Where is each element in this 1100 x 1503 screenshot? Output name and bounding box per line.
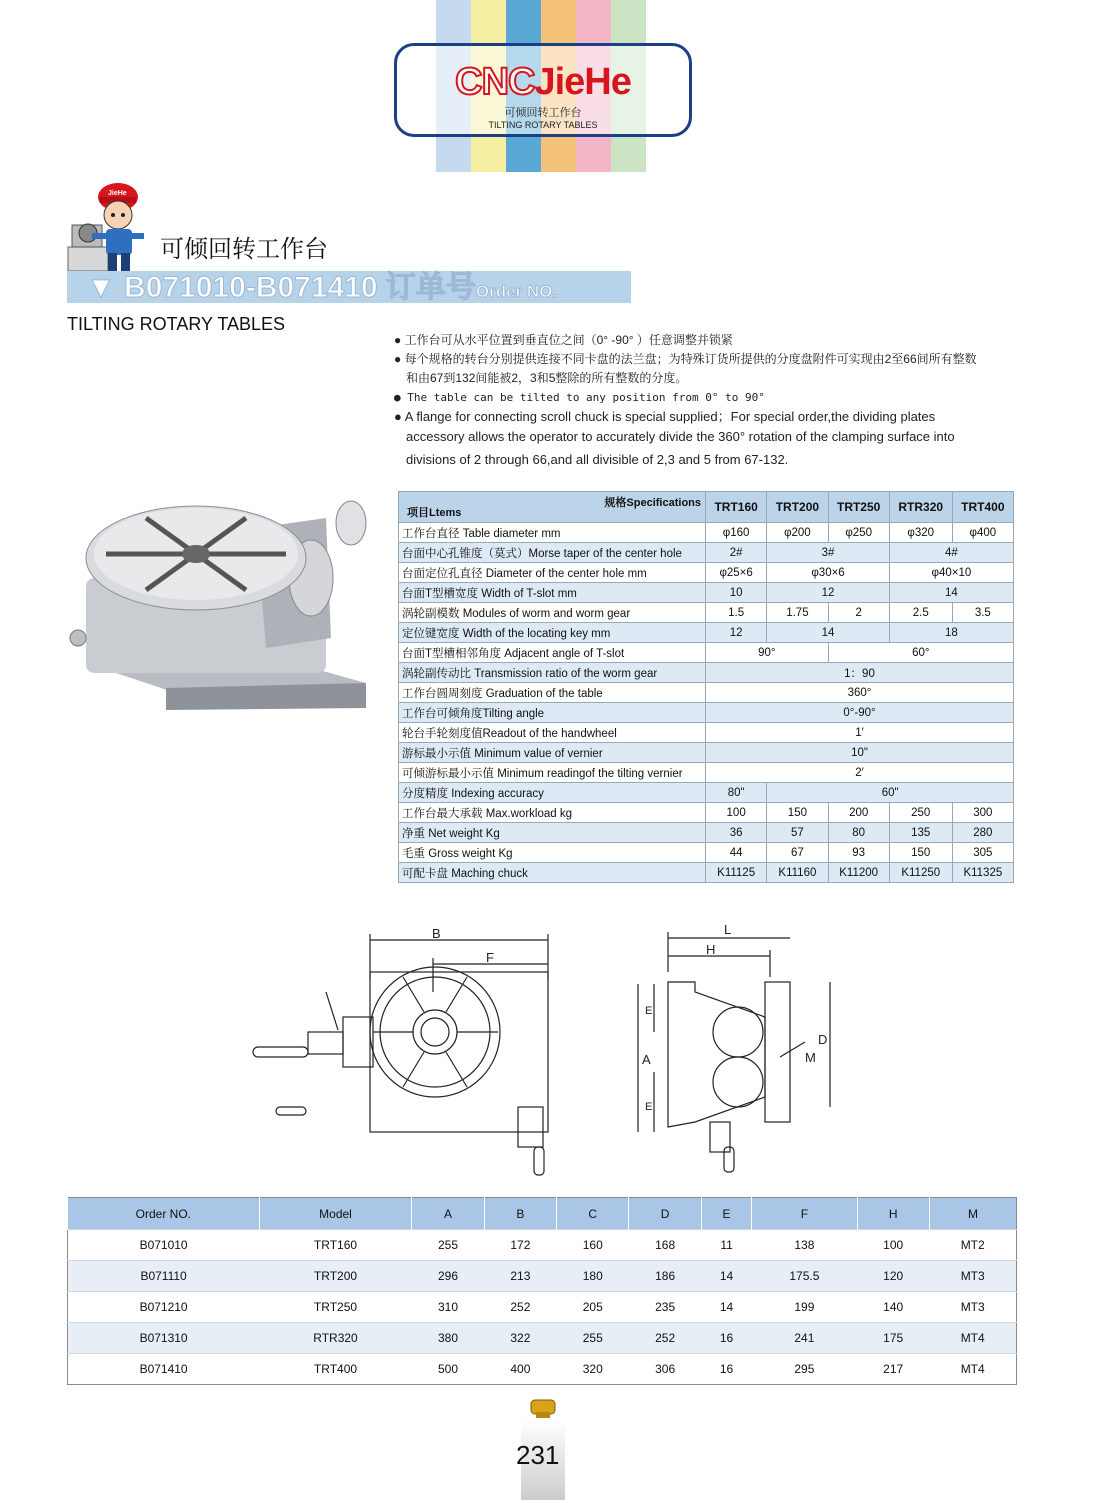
dims-cell: RTR320: [259, 1323, 412, 1354]
table-row: [68, 1292, 1017, 1323]
spec-value: 80: [828, 823, 889, 843]
spec-row: [399, 743, 1014, 763]
table-row: [68, 1230, 1017, 1261]
dims-cell: 14: [701, 1261, 751, 1292]
spec-value: 150: [767, 803, 828, 823]
dims-cell: TRT160: [259, 1230, 412, 1261]
spec-row: [399, 863, 1014, 883]
dims-cell: 252: [629, 1323, 701, 1354]
table-row: [68, 1261, 1017, 1292]
spec-label: 游标最小示值 Minimum value of vernier: [399, 743, 706, 763]
dims-cell: 296: [412, 1261, 484, 1292]
spec-row: [399, 723, 1014, 743]
dims-cell: 306: [629, 1354, 701, 1385]
dims-cell: MT4: [929, 1323, 1016, 1354]
spec-label: 定位键宽度 Width of the locating key mm: [399, 623, 706, 643]
dims-cell: 400: [484, 1354, 556, 1385]
dims-cell: 500: [412, 1354, 484, 1385]
spec-value: 4#: [889, 543, 1013, 563]
spec-row: [399, 643, 1014, 663]
dims-cell: 180: [557, 1261, 629, 1292]
spec-value: 12: [706, 623, 767, 643]
spec-label: 台面中心孔锥度（莫式）Morse taper of the center hole: [399, 543, 706, 563]
spec-row: [399, 523, 1014, 543]
order-range: ▼ B071010-B071410: [86, 271, 378, 304]
dims-cell: 235: [629, 1292, 701, 1323]
spec-label: 分度精度 Indexing accuracy: [399, 783, 706, 803]
spec-header-corner: [399, 492, 706, 523]
spec-value: 1.75: [767, 603, 828, 623]
page-title-cn: 可倾回转工作台: [160, 235, 328, 263]
dim-label-l: L: [724, 922, 732, 937]
spec-row: [399, 843, 1014, 863]
spec-row: [399, 703, 1014, 723]
dims-cell: 217: [857, 1354, 929, 1385]
feature-item: ● 每个规格的转台分别提供连接不同卡盘的法兰盘；为特殊订货所提供的分度盘附件可实现由2至66间所有整数: [394, 352, 977, 366]
spec-value: 200: [828, 803, 889, 823]
dims-cell: 213: [484, 1261, 556, 1292]
dim-label-e: E: [645, 1005, 653, 1017]
spec-row: [399, 823, 1014, 843]
spec-value: 93: [828, 843, 889, 863]
dims-cell: B071310: [68, 1323, 260, 1354]
dims-header-row: [68, 1198, 1017, 1230]
spec-value: K11325: [952, 863, 1013, 883]
logo-subtitle-cn: 可倾回转工作台: [504, 107, 582, 119]
crown-icon: [528, 1396, 558, 1420]
spec-value: 80": [706, 783, 767, 803]
spec-value: 2: [828, 603, 889, 623]
dims-cell: 175: [857, 1323, 929, 1354]
spec-label: 涡轮副模数 Modules of worm and worm gear: [399, 603, 706, 623]
specifications-table: [398, 491, 1014, 883]
dims-cell: MT2: [929, 1230, 1016, 1261]
spec-value: 36: [706, 823, 767, 843]
dims-cell: TRT200: [259, 1261, 412, 1292]
dim-label-d: D: [818, 1032, 828, 1047]
spec-label: 可倾游标最小示值 Minimum readingof the tilting vernier: [399, 763, 706, 783]
spec-value: 90°: [706, 643, 829, 663]
dims-cell: B071210: [68, 1292, 260, 1323]
spec-value: 44: [706, 843, 767, 863]
spec-value: 14: [767, 623, 890, 643]
dims-cell: 255: [557, 1323, 629, 1354]
spec-row: [399, 683, 1014, 703]
dims-cell: 255: [412, 1230, 484, 1261]
spec-value: φ250: [828, 523, 889, 543]
spec-value: 300: [952, 803, 1013, 823]
spec-value: K11160: [767, 863, 828, 883]
dims-cell: 310: [412, 1292, 484, 1323]
feature-item: ● The table can be tilted to any position from 0° to 90°: [394, 391, 765, 404]
spec-value: 305: [952, 843, 1013, 863]
dims-cell: 175.5: [752, 1261, 857, 1292]
dims-header: A: [412, 1198, 484, 1230]
spec-value: 1.5: [706, 603, 767, 623]
spec-value: 57: [767, 823, 828, 843]
spec-value: 360°: [706, 683, 1014, 703]
spec-label: 毛重 Gross weight Kg: [399, 843, 706, 863]
feature-text: A flange for connecting scroll chuck is special supplied；For special order,the dividing plates: [404, 409, 936, 424]
feature-item: ● 工作台可从水平位置到垂直位之间（0° -90° ）任意调整并锁紧: [394, 333, 733, 347]
feature-item: ● A flange for connecting scroll chuck is special supplied；For special order,the dividing plates: [394, 409, 936, 424]
spec-label: 台面定位孔直径 Diameter of the center hole mm: [399, 563, 706, 583]
spec-row: [399, 623, 1014, 643]
dim-label-m: M: [805, 1050, 816, 1065]
spec-label: 可配卡盘 Maching chuck: [399, 863, 706, 883]
table-row: [68, 1323, 1017, 1354]
feature-text: accessory allows the operator to accurately divide the 360° rotation of the clamping surface into: [406, 429, 955, 444]
spec-value: φ30×6: [767, 563, 890, 583]
dim-label-e: E: [645, 1101, 653, 1113]
spec-value: 135: [889, 823, 952, 843]
order-number-range: [86, 271, 557, 309]
logo-cnc: CNC: [455, 61, 535, 103]
dims-cell: TRT250: [259, 1292, 412, 1323]
order-label-cn: 订单号: [385, 271, 476, 304]
spec-value: φ200: [767, 523, 828, 543]
spec-model-header: TRT200: [767, 492, 828, 523]
product-photo: [66, 488, 386, 713]
spec-value: 14: [889, 583, 1013, 603]
brand-logo: [394, 43, 692, 137]
spec-value: 250: [889, 803, 952, 823]
spec-value: 100: [706, 803, 767, 823]
dims-cell: B071010: [68, 1230, 260, 1261]
spec-label: 台面T型槽宽度 Width of T-slot mm: [399, 583, 706, 603]
dim-label-f: F: [486, 950, 494, 965]
dims-cell: 241: [752, 1323, 857, 1354]
feature-text: divisions of 2 through 66,and all divisible of 2,3 and 5 from 67-132.: [406, 452, 789, 467]
spec-row: [399, 563, 1014, 583]
spec-row: [399, 763, 1014, 783]
spec-model-header: TRT250: [828, 492, 889, 523]
feature-text: 和由67到132间能被2，3和5整除的所有整数的分度。: [406, 371, 688, 385]
spec-label: 工作台直径 Table diameter mm: [399, 523, 706, 543]
table-row: [68, 1354, 1017, 1385]
spec-row: [399, 663, 1014, 683]
spec-label: 工作台最大承载 Max.workload kg: [399, 803, 706, 823]
dims-cell: 205: [557, 1292, 629, 1323]
spec-header-items: 项目Ltems: [407, 507, 462, 519]
spec-row: [399, 783, 1014, 803]
spec-value: 1：90: [706, 663, 1014, 683]
dims-cell: B071410: [68, 1354, 260, 1385]
svg-text:JieHe: JieHe: [108, 190, 127, 197]
spec-model-header: RTR320: [889, 492, 952, 523]
spec-value: 2′: [706, 763, 1014, 783]
dims-cell: 16: [701, 1354, 751, 1385]
spec-value: φ320: [889, 523, 952, 543]
logo-subtitle-en: TILTING ROTARY TABLES: [488, 120, 598, 130]
spec-value: K11125: [706, 863, 767, 883]
spec-value: 18: [889, 623, 1013, 643]
dims-cell: 322: [484, 1323, 556, 1354]
spec-row: [399, 543, 1014, 563]
dims-cell: TRT400: [259, 1354, 412, 1385]
spec-value: φ160: [706, 523, 767, 543]
dims-cell: MT3: [929, 1261, 1016, 1292]
order-label-en: Order NO.: [475, 282, 558, 301]
page-title-en: TILTING ROTARY TABLES: [67, 314, 286, 334]
feature-list: [394, 331, 1024, 470]
spec-value: 1′: [706, 723, 1014, 743]
spec-value: 10": [706, 743, 1014, 763]
dims-header: Model: [259, 1198, 412, 1230]
top-view-drawing: [248, 922, 568, 1182]
dims-cell: 199: [752, 1292, 857, 1323]
dims-cell: 168: [629, 1230, 701, 1261]
spec-label: 涡轮副传动比 Transmission ratio of the worm gear: [399, 663, 706, 683]
side-view-drawing: [620, 922, 845, 1182]
dims-header: M: [929, 1198, 1016, 1230]
spec-value: φ400: [952, 523, 1013, 543]
dims-header: D: [629, 1198, 701, 1230]
dims-header: C: [557, 1198, 629, 1230]
spec-value: 2#: [706, 543, 767, 563]
dims-header: Order NO.: [68, 1198, 260, 1230]
spec-row: [399, 583, 1014, 603]
dims-cell: 380: [412, 1323, 484, 1354]
spec-value: φ40×10: [889, 563, 1013, 583]
dims-header: F: [752, 1198, 857, 1230]
spec-value: 60°: [828, 643, 1013, 663]
spec-value: 60": [767, 783, 1014, 803]
spec-row: [399, 603, 1014, 623]
spec-label: 轮台手轮刻度值Readout of the handwheel: [399, 723, 706, 743]
spec-value: 280: [952, 823, 1013, 843]
spec-label: 工作台可倾角度Tilting angle: [399, 703, 706, 723]
spec-value: K11250: [889, 863, 952, 883]
spec-label: 工作台圆周刻度 Graduation of the table: [399, 683, 706, 703]
dim-label-h: H: [706, 942, 716, 957]
dims-cell: 160: [557, 1230, 629, 1261]
spec-value: 3.5: [952, 603, 1013, 623]
spec-label: 台面T型槽相邻角度 Adjacent angle of T-slot: [399, 643, 706, 663]
feature-text: 工作台可从水平位置到垂直位之间（0° -90° ）任意调整并锁紧: [404, 333, 733, 347]
spec-value: 3#: [767, 543, 890, 563]
dims-header: H: [857, 1198, 929, 1230]
dims-cell: 16: [701, 1323, 751, 1354]
spec-value: 2.5: [889, 603, 952, 623]
dims-cell: MT3: [929, 1292, 1016, 1323]
dims-cell: 14: [701, 1292, 751, 1323]
spec-row: [399, 803, 1014, 823]
dims-cell: 252: [484, 1292, 556, 1323]
feature-text: 每个规格的转台分别提供连接不同卡盘的法兰盘；为特殊订货所提供的分度盘附件可实现由2至66间所有整数: [404, 352, 977, 366]
dims-header: B: [484, 1198, 556, 1230]
spec-value: K11200: [828, 863, 889, 883]
logo-jiehe: JieHe: [534, 61, 631, 103]
dims-header: E: [701, 1198, 751, 1230]
dim-label-b: B: [432, 926, 441, 941]
dims-cell: 11: [701, 1230, 751, 1261]
dims-cell: 295: [752, 1354, 857, 1385]
spec-model-header: TRT160: [706, 492, 767, 523]
dims-cell: 120: [857, 1261, 929, 1292]
spec-value: φ25×6: [706, 563, 767, 583]
dims-cell: B071110: [68, 1261, 260, 1292]
page-number: 231: [516, 1440, 560, 1470]
dims-cell: 320: [557, 1354, 629, 1385]
dims-cell: 100: [857, 1230, 929, 1261]
spec-value: 67: [767, 843, 828, 863]
dims-cell: 172: [484, 1230, 556, 1261]
feature-text: The table can be tilted to any position from 0° to 90°: [407, 391, 765, 404]
spec-value: 10: [706, 583, 767, 603]
spec-value: 150: [889, 843, 952, 863]
spec-header-specifications: 规格Specifications: [604, 497, 701, 509]
dim-label-a: A: [642, 1052, 651, 1067]
spec-label: 净重 Net weight Kg: [399, 823, 706, 843]
dims-cell: 186: [629, 1261, 701, 1292]
spec-value: 0°-90°: [706, 703, 1014, 723]
spec-model-header: TRT400: [952, 492, 1013, 523]
dims-cell: MT4: [929, 1354, 1016, 1385]
dimensions-table: [67, 1197, 1017, 1385]
dims-cell: 138: [752, 1230, 857, 1261]
dims-cell: 140: [857, 1292, 929, 1323]
spec-value: 12: [767, 583, 890, 603]
mascot-icon: [66, 175, 148, 275]
